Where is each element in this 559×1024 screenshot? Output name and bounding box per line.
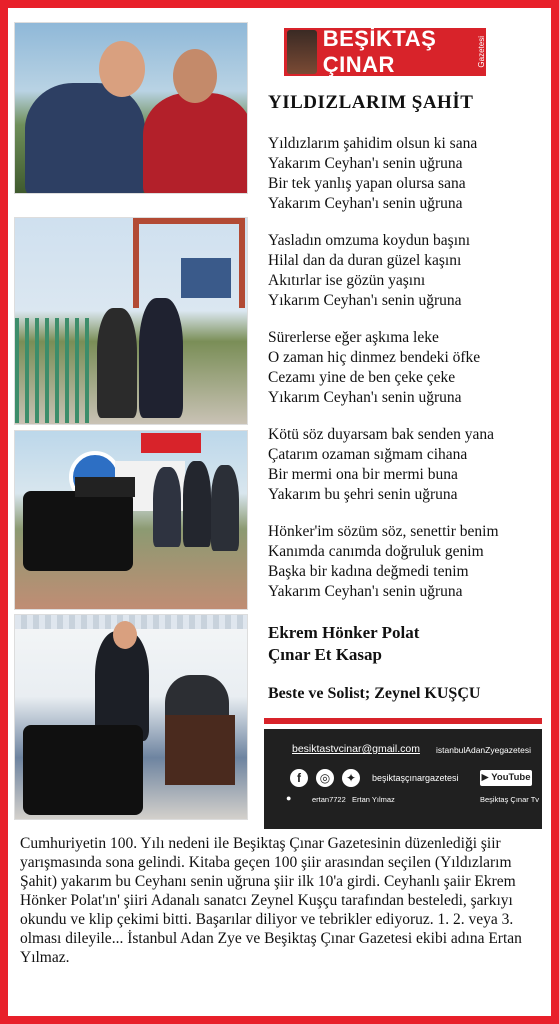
poem-line: Hönker'im sözüm söz, senettir benim [268, 523, 499, 540]
composer-credit: Beste ve Solist; Zeynel KUŞÇU [268, 685, 481, 702]
poem-line: Sürerlerse eğer aşkıma leke [268, 329, 439, 346]
poem-line: O zaman hiç dinmez bendeki öfke [268, 349, 481, 366]
poem-stanza [268, 425, 548, 505]
contact-panel [264, 729, 542, 829]
facebook-icon[interactable]: f [290, 769, 308, 787]
brand-subtitle: Gazetesi [477, 36, 486, 68]
poem-body [268, 134, 548, 619]
author-name: Ekrem Hönker Polat [268, 623, 420, 642]
poem-line: Çatarım ozaman sığmam cihana [268, 446, 468, 463]
channel-name: Beşiktaş Çınar Tv [480, 795, 540, 804]
poem-line: Yasladın omzuma koydun başını [268, 232, 471, 249]
poem-line: Yıldızlarım şahidim olsun ki sana [268, 135, 478, 152]
youtube-icon[interactable]: ▶ YouTube [480, 770, 532, 786]
youtube-label: YouTube [491, 772, 531, 783]
poem-line: Kanımda canımda doğruluk genim [268, 543, 484, 560]
portrait-icon [287, 30, 317, 74]
user-icon: ● [286, 793, 292, 803]
poem-line: Yakarım bu şehri senin uğruna [268, 486, 458, 503]
user-id: ertan7722 [312, 795, 346, 804]
poem-stanza [268, 134, 548, 214]
poem-line: Hilal dan da duran güzel kaşını [268, 252, 462, 269]
poem-stanza [268, 328, 548, 408]
instagram-icon[interactable]: ◎ [316, 769, 334, 787]
divider [264, 718, 542, 724]
photo-restaurant [14, 614, 248, 820]
brand-logo [284, 28, 486, 76]
poem-line: Yakarım Ceyhan'ı senin uğruna [268, 155, 463, 172]
email-link[interactable]: besiktastvcinar@gmail.com [292, 743, 420, 755]
poem-line: Bir tek yanlış yapan olursa sana [268, 175, 466, 192]
poem-line: Yıkarım Ceyhan'ı senin uğruna [268, 389, 462, 406]
poem-line: Yıkarım Ceyhan'ı senin uğruna [268, 292, 462, 309]
twitter-icon[interactable]: ✦ [342, 769, 360, 787]
poem-line: Bir mermi ona bir mermi buna [268, 466, 458, 483]
poem-title: YILDIZLARIM ŞAHİT [268, 92, 474, 113]
website-label: istanbulAdanZyegazetesi [436, 745, 531, 755]
social-handle: beşiktaşçınargazetesi [372, 773, 459, 783]
poem-line: Kötü söz duyarsam bak senden yana [268, 426, 494, 443]
poem-stanza [268, 231, 548, 311]
poem-author [268, 622, 419, 666]
brand-name: BEŞİKTAŞ ÇINAR [322, 26, 437, 77]
user-name: Ertan Yılmaz [352, 795, 395, 804]
photo-camera-crew [14, 430, 248, 610]
photo-two-men-lakeside [14, 22, 248, 194]
poem-line: Akıtırlar ise gözün yaşını [268, 272, 426, 289]
article-box [14, 834, 544, 1010]
poem-line: Başka bir kadına değmedi tenim [268, 563, 469, 580]
author-business: Çınar Et Kasap [268, 645, 382, 664]
article-text: Cumhuriyetin 100. Yılı nedeni ile Beşiktaş Çınar Gazetesinin düzenlediği şiir yarışmasında sona gelindi. Kitaba geçen 100 şiir arasından seçilen (Yıldızlarım Şahit) yakarım bu Ceyhanı senin uğruna şiir ilk 10'a girdi. Ceyhanlı şaiir Ekrem Hönker Polat'ın' şiiri Adanalı sanatcı Zeynel Kuşçu tarafından besteledi, şarkıyı okundu ve klip çekimi bitti. Başarılar diliyor ve tebrikler ediyoruz. 1. 2. veya 3. olması dileyile... İstanbul Adan Zye ve Beşiktaş Çınar Gazetesi ekibi adına Ertan Yılmaz. [20, 835, 522, 966]
poem-line: Yakarım Ceyhan'ı senin uğruna [268, 583, 463, 600]
poem-stanza [268, 522, 548, 602]
photo-bridge [14, 217, 248, 425]
poem-line: Cezamı yine de ben çeke çeke [268, 369, 456, 386]
poem-line: Yakarım Ceyhan'ı senin uğruna [268, 195, 463, 212]
